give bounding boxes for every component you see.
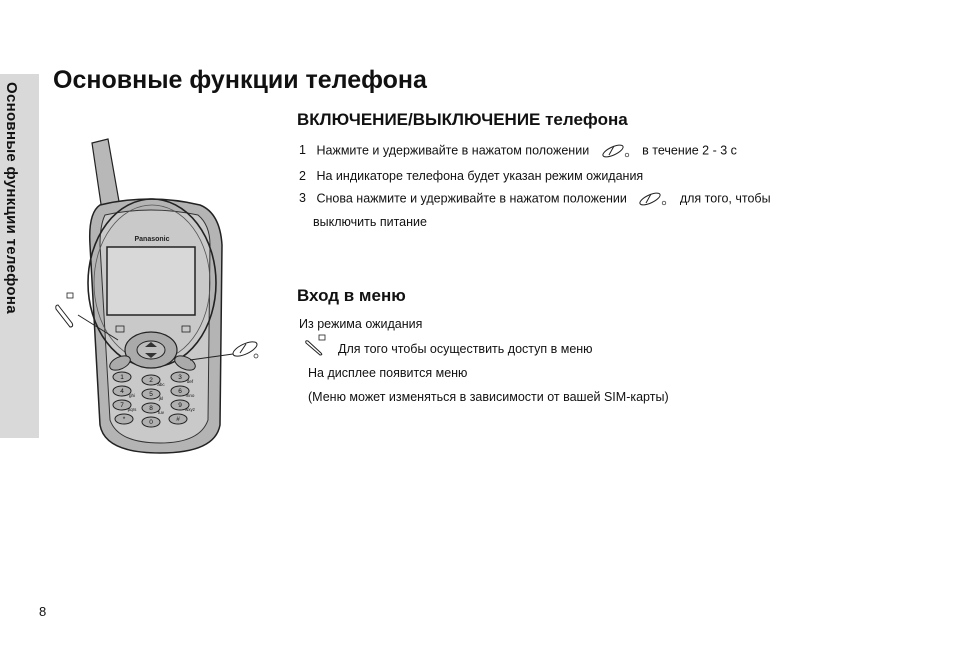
- power-end-key-icon: [231, 339, 259, 359]
- key-label: 1: [120, 374, 124, 381]
- power-end-key-icon: [636, 191, 670, 207]
- menu-action: Для того чтобы осуществить доступ в меню: [338, 342, 593, 356]
- key-label: 8: [149, 405, 153, 412]
- power-end-key-icon: [599, 143, 633, 159]
- key-letters: tuv: [157, 410, 165, 415]
- key-letters: wxyz: [185, 407, 195, 412]
- power-step-3: [299, 191, 771, 207]
- key-label: 2: [149, 377, 153, 384]
- key-letters: mno: [185, 393, 195, 398]
- step-number: 1: [299, 143, 306, 158]
- power-step-2: [299, 169, 643, 183]
- key-letters: pqrs: [127, 407, 137, 412]
- step-text: На индикаторе телефона будет указан режим ожидания: [316, 169, 644, 183]
- key-label: 4: [120, 388, 124, 395]
- page-title: Основные функции телефона: [53, 66, 427, 94]
- key-letters: ghi: [128, 393, 136, 398]
- key-label: #: [176, 416, 180, 423]
- page-number: 8: [39, 604, 47, 619]
- phone-brand: Panasonic: [134, 236, 170, 243]
- power-step-1: [299, 143, 737, 159]
- key-label: 0: [149, 419, 153, 426]
- key-label: *: [122, 416, 126, 423]
- step-text: Нажмите и удерживайте в нажатом положении: [316, 143, 590, 158]
- phone-illustration: [50, 135, 275, 455]
- key-letters: jkl: [158, 396, 164, 401]
- menu-note: (Меню может изменяться в зависимости от вашей SIM-карты): [308, 390, 669, 404]
- key-label: 5: [149, 391, 153, 398]
- power-section-heading: ВКЛЮЧЕНИЕ/ВЫКЛЮЧЕНИЕ телефона: [297, 110, 628, 129]
- key-label: 3: [178, 374, 182, 381]
- step-number: 2: [299, 169, 306, 183]
- menu-softkey-icon: [305, 334, 329, 356]
- key-label: 6: [178, 388, 182, 395]
- step-text: Снова нажмите и удерживайте в нажатом положении: [316, 191, 627, 206]
- menu-softkey-icon: [56, 293, 73, 327]
- side-tab: [0, 74, 39, 438]
- key-label: 7: [120, 402, 124, 409]
- menu-intro: Из режима ожидания: [299, 317, 423, 331]
- side-tab-label: Основные функции телефона: [3, 82, 20, 314]
- menu-section-heading: Вход в меню: [297, 286, 406, 305]
- step-number: 3: [299, 191, 306, 206]
- menu-result: На дисплее появится меню: [308, 366, 468, 380]
- key-letters: def: [186, 379, 194, 384]
- step-text: в течение 2 - 3 с: [642, 143, 737, 158]
- power-step-3-continuation: выключить питание: [313, 215, 427, 229]
- key-letters: abc: [157, 382, 165, 387]
- key-label: 9: [178, 402, 182, 409]
- step-text: для того, чтобы: [679, 191, 771, 206]
